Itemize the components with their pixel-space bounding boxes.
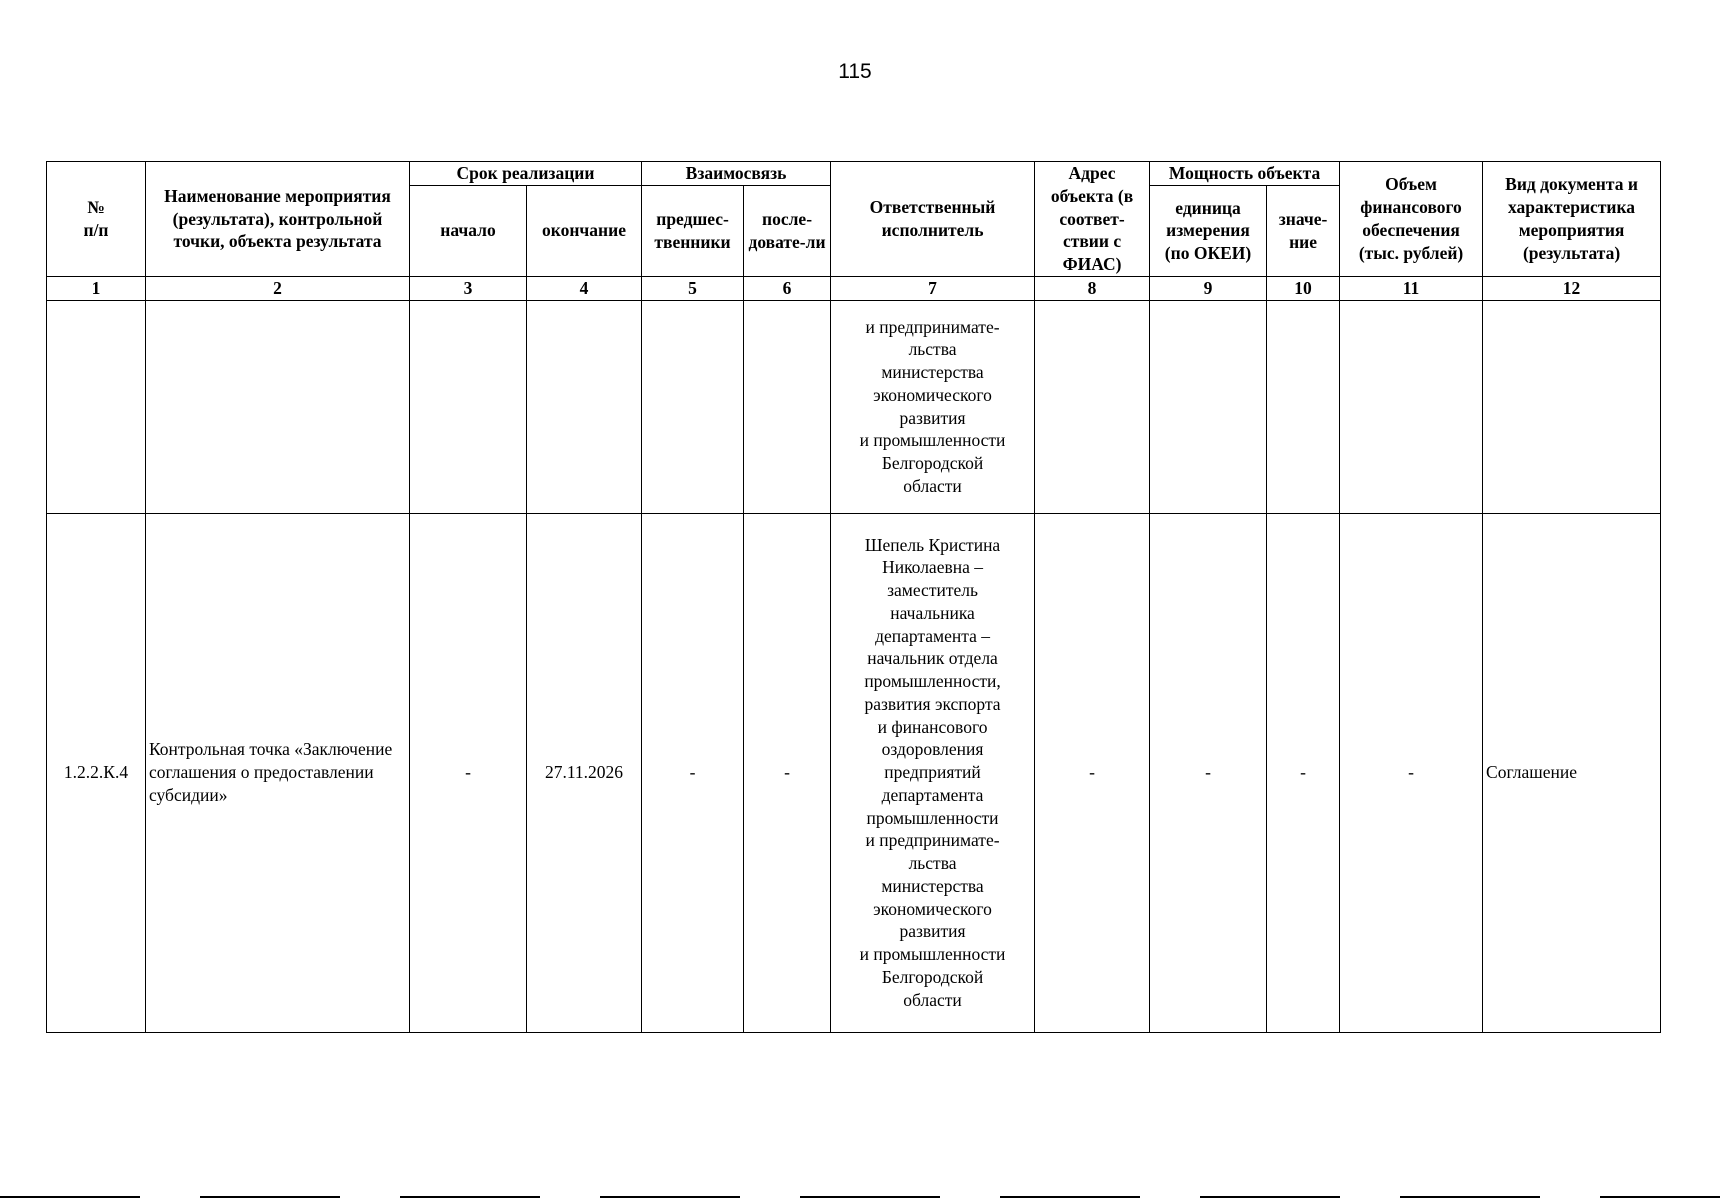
row-end: 27.11.2026	[527, 513, 642, 1032]
scan-edge-divider	[0, 1196, 1720, 1198]
header-number: № п/п	[47, 162, 146, 277]
header-executor: Ответственный исполнитель	[831, 162, 1035, 277]
header-name: Наименование мероприятия (результата), контрольной точки, объекта результата	[146, 162, 410, 277]
header-end: окончание	[527, 185, 642, 276]
executor-cell	[831, 300, 1035, 513]
column-number-row	[47, 276, 1661, 300]
column-number: 10	[1267, 276, 1340, 300]
row-successors: -	[744, 513, 831, 1032]
header-predecessors: предшес-твенники	[642, 185, 744, 276]
executor-text: Шепель Кристина Николаевна – заместитель начальника департамента – начальник отдела промышленности, развития экспорта и финансового оздоровления предприятий департамента промышленности и предпринимате- льства министерства экономического развития и промышленности Белгородской области	[859, 534, 1006, 1010]
header-finance: Объем финансового обеспечения (тыс. рублей)	[1340, 162, 1483, 277]
table-row-continuation	[47, 300, 1661, 513]
column-number: 8	[1035, 276, 1150, 300]
activity-plan-table	[46, 161, 1661, 1033]
row-address: -	[1035, 513, 1150, 1032]
column-number: 5	[642, 276, 744, 300]
row-document: Соглашение	[1483, 513, 1661, 1032]
row-value: -	[1267, 513, 1340, 1032]
header-relation: Взаимосвязь	[642, 162, 831, 186]
row-number: 1.2.2.К.4	[47, 513, 146, 1032]
column-number: 7	[831, 276, 1035, 300]
executor-text: и предпринимате- льства министерства экономического развития и промышленности Белгородской области	[859, 316, 1006, 496]
column-number: 1	[47, 276, 146, 300]
header-capacity: Мощность объекта	[1150, 162, 1340, 186]
header-address: Адрес объекта (в соответ-ствии с ФИАС)	[1035, 162, 1150, 277]
column-number: 9	[1150, 276, 1267, 300]
column-number: 2	[146, 276, 410, 300]
header-value: значе-ние	[1267, 185, 1340, 276]
header-unit: единица измерения (по ОКЕИ)	[1150, 185, 1267, 276]
header-start: начало	[410, 185, 527, 276]
header-successors: после-довате-ли	[744, 185, 831, 276]
column-number: 12	[1483, 276, 1661, 300]
row-predecessors: -	[642, 513, 744, 1032]
table-row	[47, 513, 1661, 1032]
row-unit: -	[1150, 513, 1267, 1032]
page-number: 115	[838, 60, 872, 83]
column-number: 11	[1340, 276, 1483, 300]
column-number: 6	[744, 276, 831, 300]
column-number: 3	[410, 276, 527, 300]
executor-cell	[831, 513, 1035, 1032]
header-period: Срок реализации	[410, 162, 642, 186]
header-row-1	[47, 162, 1661, 186]
row-start: -	[410, 513, 527, 1032]
column-number: 4	[527, 276, 642, 300]
header-document: Вид документа и характеристика мероприятия (результата)	[1483, 162, 1661, 277]
row-finance: -	[1340, 513, 1483, 1032]
row-name: Контрольная точка «Заключение соглашения о предоставлении субсидии»	[146, 513, 410, 1032]
